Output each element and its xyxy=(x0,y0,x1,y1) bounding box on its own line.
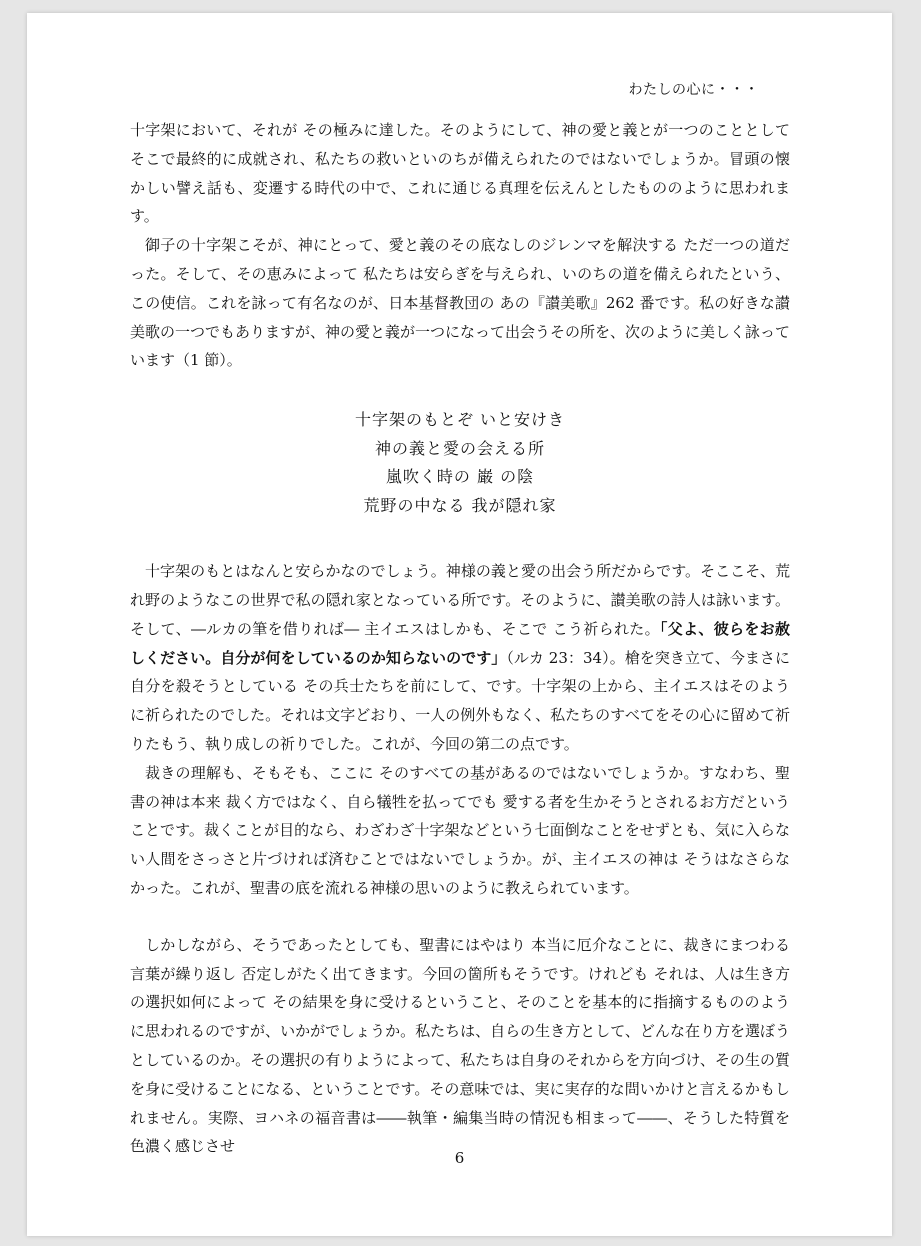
paragraph-3 xyxy=(130,557,790,759)
document-page xyxy=(27,13,892,1236)
paragraph-4: 裁きの理解も、そもそも、ここに そのすべての基があるのではないでしょうか。すなわち、聖書の神は本来 裁く方ではなく、自ら犠牲を払ってでも 愛する者を生かそうとされるお方だということです。裁くことが目的なら、わざわざ十字架などという七面倒なことをせずとも、気に入らない人間をさっさと片づければ済むことではないでしょうか。が、主イエスの神は そうはなさらなかった。これが、聖書の底を流れる神様の思いのように教えられています。 xyxy=(130,763,790,897)
paragraph-1: 十字架において、それが その極みに達した。そのようにして、神の愛と義とが一つのこととして そこで最終的に成就され、私たちの救いといのちが備えられたのではないでしょうか。冒頭の懐かしい譬え話も、変遷する時代の中で、これに通じる真理を伝えんとしたもののように思われます。 xyxy=(130,121,790,226)
paragraph-2: 御子の十字架こそが、神にとって、愛と義のその底なしのジレンマを解決する ただ一つの道だった。そして、その恵みによって 私たちは安らぎを与えられ、いのちの道を備えられたという、この使信。これを詠って有名なのが、日本基督教団の あの『讃美歌』262 番です。私の好きな讃美歌の一つでもありますが、神の愛と義が一つになって出会うその所を、次のように美しく詠っています（1 節）。 xyxy=(130,236,791,370)
hymn-line-2: 神の義と愛の会える所 xyxy=(374,438,545,458)
hymn-line-4: 荒野の中なる 我が隠れ家 xyxy=(363,495,557,515)
paragraph-3-end: （ルカ 23：34）。槍を突き立て、今まさに自分を殺そうとしている その兵士たちを前にして、です。十字架の上から、主イエスはそのように祈られたのでした。それは文字どおり、一人の例外もなく、私たちのすべてをその心に留めて祈りたもう、執り成しの祈りでした。これが、今回の第二の点です。 xyxy=(130,648,790,753)
paragraph-5: しかしながら、そうであったとしても、聖書にはやはり 本当に厄介なことに、裁きにまつわる言葉が繰り返し 否定しがたく出てきます。今回の箇所もそうです。けれども それは、人は生き方の選択如何によって その結果を身に受けるということ、そのことを基本的に指摘するもののように思われるのですが、いかがでしょうか。私たちは、自らの生き方として、どんな在り方を選ぼうとしているのか。その選択の有りようによって、私たちは自身のそれからを方向づけ、その生の質を身に受けることになる、ということです。その意味では、実に実存的な問いかけと言えるかもしれません。実際、ヨハネの福音書は――執筆・編集当時の情況も相まって――、そうした特質を色濃く感じさせ xyxy=(130,935,790,1156)
paragraph-3-start: 十字架のもとはなんと安らかなのでしょう。神様の義と愛の出会う所だからです。そここそ、荒れ野のようなこの世界で私の隠れ家となっている所です。そのように、讃美歌の詩人は詠います。そして、―ルカの筆を借りれば― 主イエスはしかも、そこで こう祈られた。 xyxy=(130,562,790,638)
scripture-quote: 「父よ、彼らをお赦しください。自分が何をしているのか知らないのです」 xyxy=(130,619,790,667)
page-number: 6 xyxy=(454,1149,465,1167)
running-header: わたしの心に・・・ xyxy=(628,82,759,98)
body-text xyxy=(130,116,790,1161)
hymn-line-3: 嵐吹く時の 巌 の陰 xyxy=(385,467,535,487)
hymn-excerpt xyxy=(130,406,790,520)
hymn-line-1: 十字架のもとぞ いと安けき xyxy=(354,410,566,430)
